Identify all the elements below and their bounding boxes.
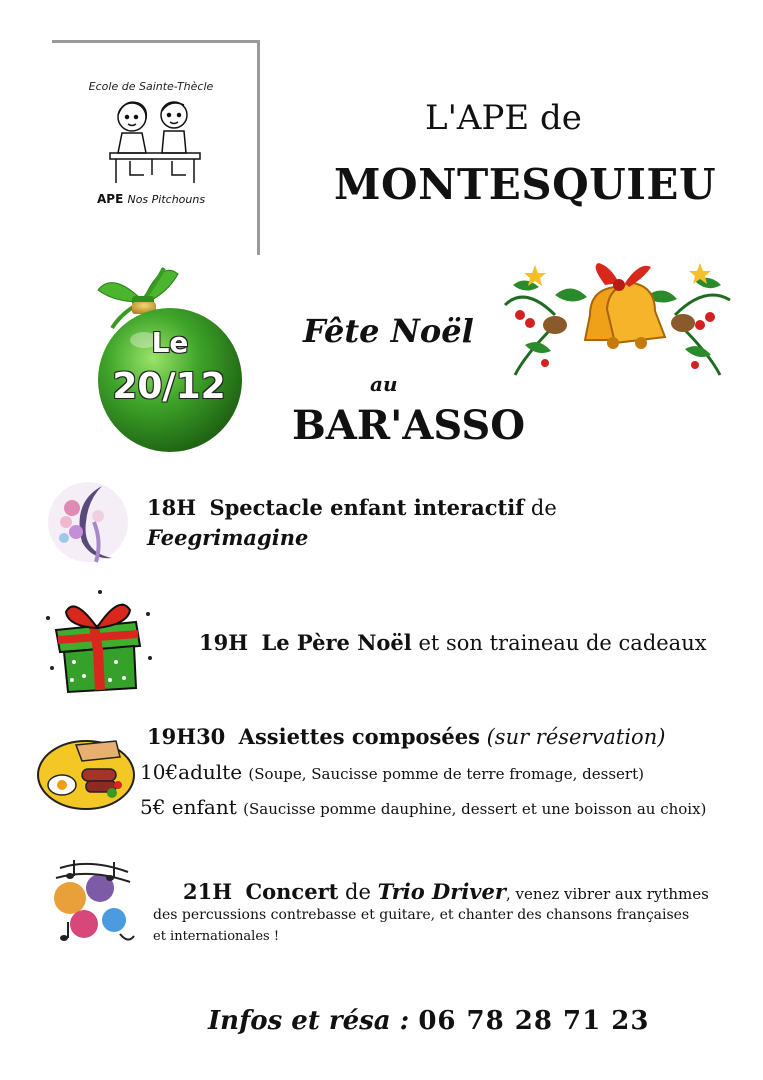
date-ornament — [92, 262, 252, 461]
meal-adult-price: 10€adulte — [140, 760, 243, 784]
gift-icon — [44, 588, 156, 696]
concert-time: 21H — [183, 879, 233, 904]
meal-child-price: 5€ enfant — [140, 795, 237, 819]
school-logo — [52, 40, 260, 255]
contact-label: Infos et résa : — [208, 1006, 410, 1036]
logo-ape: APE — [97, 192, 124, 206]
show-artist: Feegrimagine — [147, 525, 309, 550]
logo-ape-label — [97, 192, 205, 206]
fairy-icon — [42, 472, 134, 572]
concert-desc3: et internationales ! — [153, 929, 280, 944]
meal-title: Assiettes composées — [238, 724, 480, 749]
plate-icon — [36, 735, 136, 811]
show-title: Spectacle enfant interactif — [209, 495, 525, 520]
logo-tagline: Nos Pitchouns — [127, 193, 206, 206]
concert-title: Concert — [245, 879, 339, 904]
logo-frame-top — [52, 40, 260, 43]
children-drawing-icon — [102, 95, 212, 190]
ornament-day-label: Le — [151, 326, 189, 359]
concert-band: Trio Driver — [377, 879, 506, 904]
heading-line2: MONTESQUIEU — [334, 160, 717, 209]
event-connector: au — [370, 372, 398, 396]
concert-desc1: , venez vibrer aux rythmes — [505, 885, 709, 903]
ornament-date: 20/12 — [112, 366, 226, 407]
heading-line1: L'APE de — [425, 98, 582, 138]
meal-adult-details: (Soupe, Saucisse pomme de terre fromage, dessert) — [248, 765, 644, 783]
schedule-meal — [147, 724, 665, 749]
contact-phone: 06 78 28 71 23 — [418, 1006, 650, 1036]
concert-desc2: des percussions contrebasse et guitare, et chanter des chansons françaises — [153, 907, 690, 923]
santa-rest: et son traineau de cadeaux — [418, 631, 707, 655]
meal-child-line — [140, 795, 706, 819]
logo-frame-right — [257, 40, 260, 255]
schedule-santa — [199, 630, 707, 655]
santa-title: Le Père Noël — [261, 630, 412, 655]
meal-note: (sur réservation) — [486, 725, 666, 749]
christmas-bells-icon — [495, 245, 740, 390]
school-name: Ecole de Sainte-Thècle — [88, 80, 214, 93]
show-time: 18H — [147, 495, 197, 520]
santa-time: 19H — [199, 630, 249, 655]
music-notes-icon — [40, 858, 138, 950]
meal-adult-line — [140, 760, 644, 784]
schedule-concert — [183, 879, 709, 904]
christmas-ball-icon — [92, 262, 252, 457]
show-joiner: de — [530, 496, 557, 520]
schedule-show — [147, 495, 557, 520]
event-venue: BAR'ASSO — [292, 402, 526, 449]
concert-joiner: de — [345, 880, 371, 904]
contact-info — [208, 1006, 649, 1036]
meal-time: 19H30 — [147, 724, 226, 749]
event-title: Fête Noël — [303, 312, 474, 350]
meal-child-details: (Saucisse pomme dauphine, dessert et une boisson au choix) — [243, 800, 707, 818]
